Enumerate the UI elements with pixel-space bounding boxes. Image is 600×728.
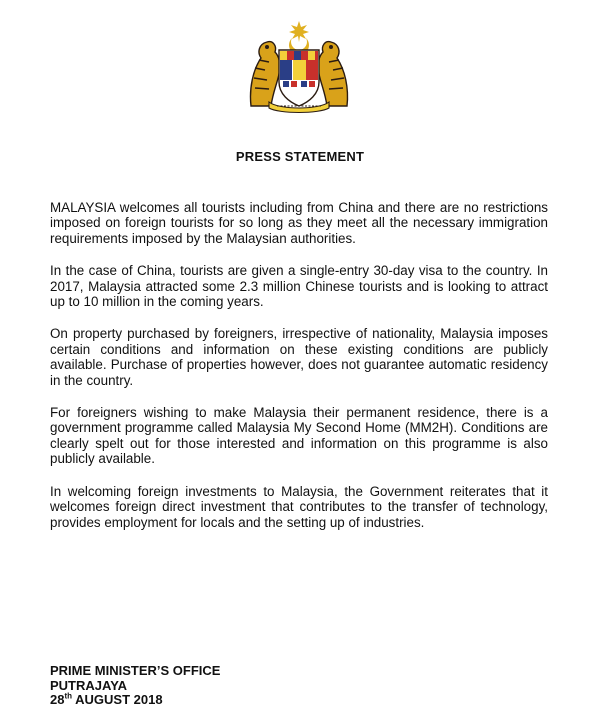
paragraph-china-visa: In the case of China, tourists are given a single-entry 30-day visa to the country. In 2017, Malaysia attracted some 2.3 million Chinese tourists and is looking to attract up to 10 million in the coming years. (50, 263, 548, 310)
coat-of-arms-icon (243, 18, 355, 114)
page-title: PRESS STATEMENT (235, 149, 365, 164)
paragraph-property-purchase: On property purchased by foreigners, irrespective of nationality, Malaysia imposes certain conditions and information on these existing conditions are publicly available. Purchase of properties however, does not guarantee automatic residency in the country. (50, 326, 548, 388)
date-month-year: AUGUST 2018 (72, 692, 163, 707)
place-name: PUTRAJAYA (50, 677, 128, 693)
paragraph-foreign-investment: In welcoming foreign investments to Malaysia, the Government reiterates that it welcomes foreign direct investment that contributes to the transfer of technology, provides employment for locals and the setting up of industries. (50, 483, 548, 530)
statement-date (50, 693, 220, 708)
office-name: PRIME MINISTER’S OFFICE (50, 663, 221, 678)
date-suffix: th (64, 691, 73, 701)
paragraph-tourists-welcome: MALAYSIA welcomes all tourists including from China and there are no restrictions imposed on foreign tourists for so long as they meet all the necessary immigration requirements imposed by the Malaysian authorities. (50, 200, 548, 246)
date-day: 28 (50, 692, 65, 707)
signoff-block (50, 664, 220, 708)
statement-body (50, 200, 548, 547)
paragraph-mm2h: For foreigners wishing to make Malaysia their permanent residence, there is a government programme called Malaysia My Second Home (MM2H). Conditions are clearly spelt out for those interested and information on this programme is also publicly available. (50, 405, 548, 467)
